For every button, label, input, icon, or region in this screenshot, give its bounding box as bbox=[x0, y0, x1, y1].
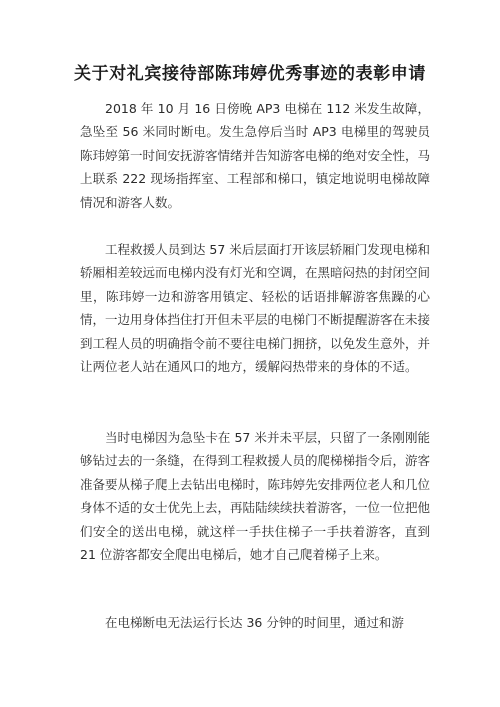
paragraph-1: 2018 年 10 月 16 日傍晚 AP3 电梯在 112 米发生故障，急坠至 56 米同时断电。发生急停后当时 AP3 电梯里的驾驶员陈玮婷第一时间安抚游客情绪并告知游客电梯的绝对安全性，马上联系 222 现场指挥室、工程部和梯口，镇定地说明电梯故障情况和游客人数。 bbox=[80, 101, 431, 210]
paragraph-4: 在电梯断电无法运行长达 36 分钟的时间里，通过和游 bbox=[105, 615, 404, 630]
paragraph-2: 工程救援人员到达 57 米后层面打开该层轿厢门发现电梯和轿厢相差较远而电梯内没有灯光和空调，在黑暗闷热的封闭空间里，陈玮婷一边和游客用镇定、轻松的话语排解游客焦躁的心情，一边用身体挡住打开但未平层的电梯门不断提醒游客在未接到工程人员的明确指令前不要往电梯门拥挤，以免发生意外，并让两位老人站在通风口的地方，缓解闷热带来的身体的不适。 bbox=[80, 242, 431, 375]
paragraph-3: 当时电梯因为急坠卡在 57 米并未平层，只留了一条刚刚能够钻过去的一条缝，在得到工程救援人员的爬梯梯指令后，游客准备要从梯子爬上去钻出电梯时，陈玮婷先安排两位老人和几位身体不适的女士优先上去，再陆陆续续扶着游客，一位一位把他们安全的送出电梯，就这样一手扶住梯子一手扶着游客，直到 21 位游客都安全爬出电梯后，她才自己爬着梯子上来。 bbox=[80, 430, 431, 563]
document-title: 关于对礼宾接待部陈玮婷优秀事迹的表彰申请 bbox=[74, 64, 426, 84]
